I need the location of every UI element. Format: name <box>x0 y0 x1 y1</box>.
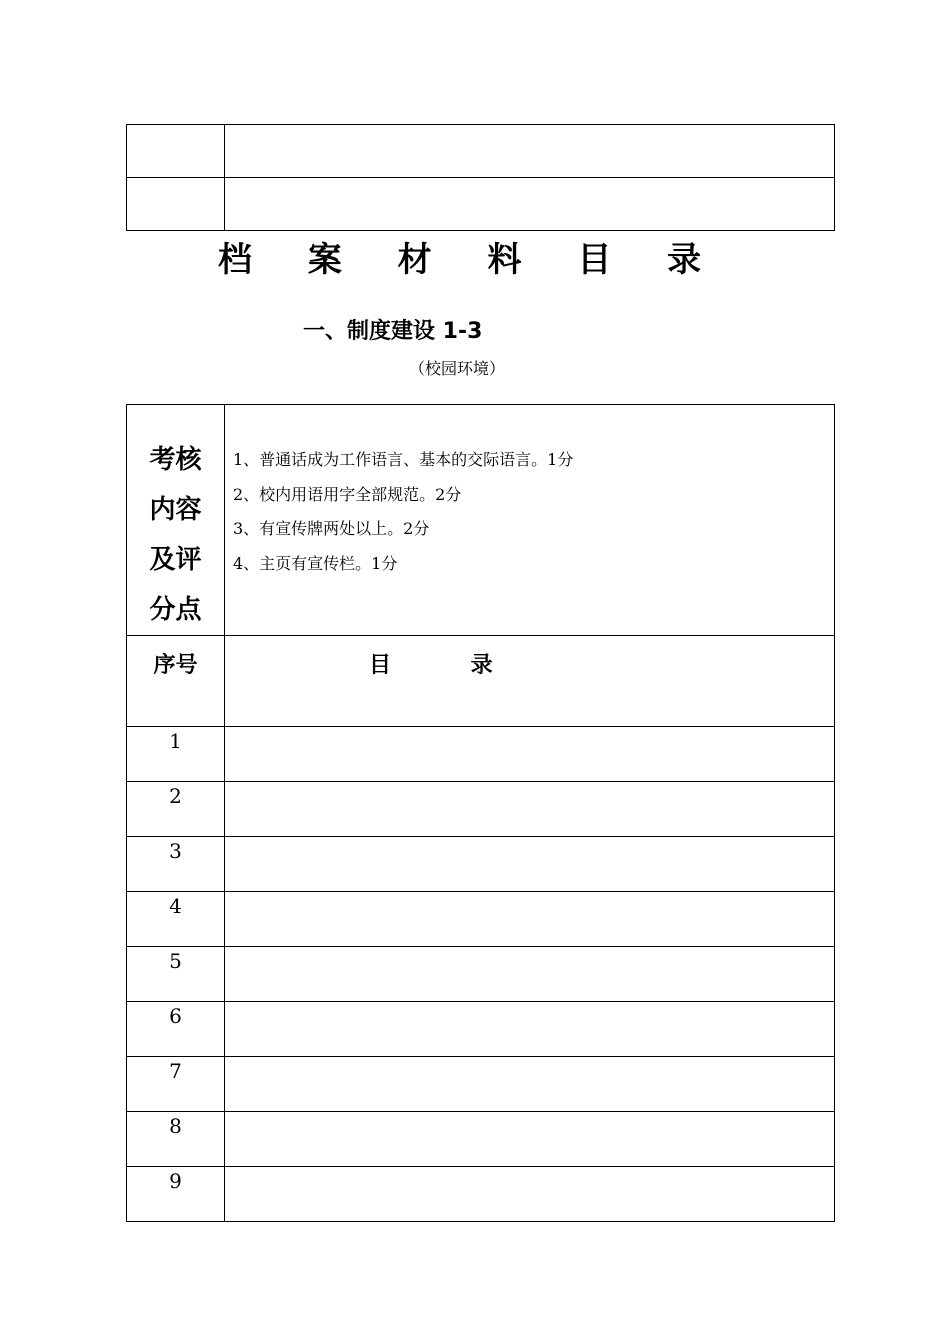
row-content[interactable] <box>225 1112 835 1167</box>
row-content[interactable] <box>225 782 835 837</box>
header-number: 序号 <box>127 636 225 727</box>
criteria-item: 3、有宣传牌两处以上。2分 <box>233 519 430 538</box>
table-row <box>127 892 835 947</box>
criteria-item: 1、普通话成为工作语言、基本的交际语言。1分 <box>233 450 574 469</box>
row-number: 4 <box>127 892 225 947</box>
table-row <box>127 178 835 231</box>
section-heading: 一、制度建设 1-3 <box>303 319 483 344</box>
row-content[interactable] <box>225 1167 835 1222</box>
section-subtitle: （校园环境） <box>409 359 506 378</box>
row-number: 1 <box>127 727 225 782</box>
row-content[interactable] <box>225 892 835 947</box>
criteria-item: 2、校内用语用字全部规范。2分 <box>233 484 462 504</box>
row-number: 5 <box>127 947 225 1002</box>
header-row <box>127 636 835 727</box>
criteria-label: 考核 内容 及评 分点 <box>127 405 225 636</box>
row-content[interactable] <box>225 1057 835 1112</box>
row-content[interactable] <box>225 727 835 782</box>
criteria-item: 4、主页有宣传栏。1分 <box>233 553 398 573</box>
criteria-row <box>127 405 835 636</box>
row-number: 3 <box>127 837 225 892</box>
row-content[interactable] <box>225 1002 835 1057</box>
row-content[interactable] <box>225 947 835 1002</box>
table-row <box>127 1057 835 1112</box>
table-row <box>127 1002 835 1057</box>
table-row <box>127 125 835 178</box>
table-row <box>127 782 835 837</box>
catalog-table <box>126 404 835 1222</box>
row-number: 6 <box>127 1002 225 1057</box>
top-table <box>126 124 835 231</box>
table-row <box>127 727 835 782</box>
table-row <box>127 1112 835 1167</box>
header-catalog: 目 录 <box>225 636 835 727</box>
table-row <box>127 837 835 892</box>
row-number: 2 <box>127 782 225 837</box>
table-row <box>127 947 835 1002</box>
table-row <box>127 1167 835 1222</box>
row-number: 8 <box>127 1112 225 1167</box>
criteria-items <box>225 405 835 636</box>
row-number: 7 <box>127 1057 225 1112</box>
row-number: 9 <box>127 1167 225 1222</box>
row-content[interactable] <box>225 837 835 892</box>
